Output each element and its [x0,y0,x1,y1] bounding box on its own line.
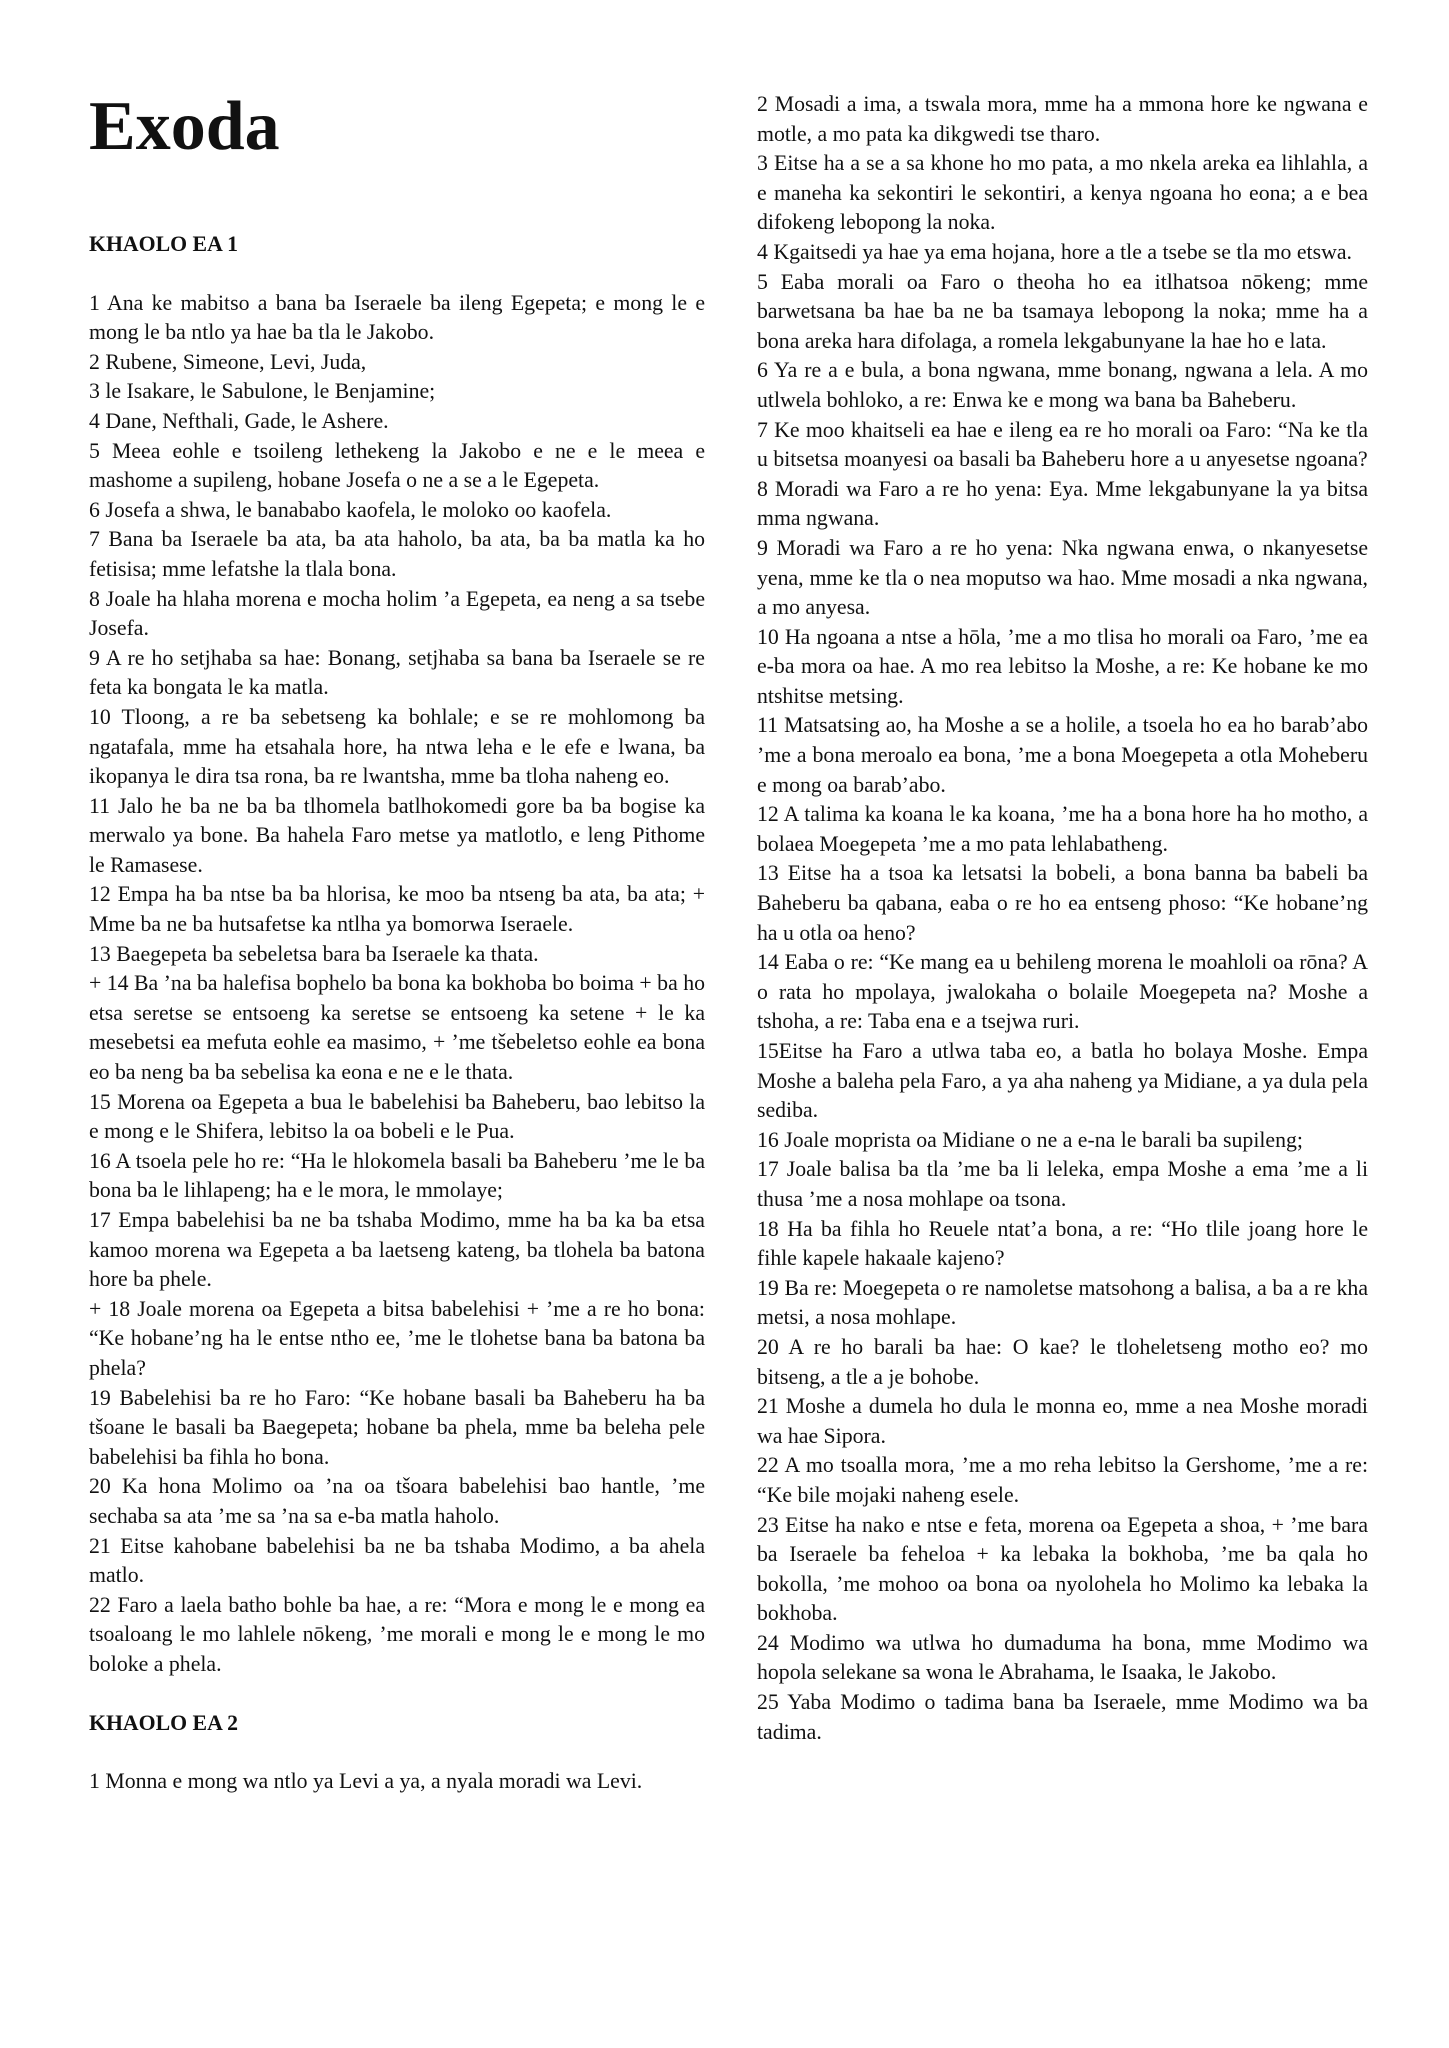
verse-paragraph: 4 Dane, Nefthali, Gade, le Ashere. [89,408,389,433]
verse-paragraph: 19 Ba re: Moegepeta o re namoletse matsohong a balisa, a ba a re kha metsi, a nosa mohlape. [757,1275,1368,1330]
verse-paragraph: 12 A talima ka koana le ka koana, ’me ha a bona hore ha ho motho, a bolaea Moegepeta ’me a mo pata lehlabatheng. [757,802,1368,856]
document-title: Exoda [89,88,280,165]
verse-paragraph: 16 A tsoela pele ho re: “Ha le hlokomela basali ba Baheberu ’me le ba bona ba le lihlapeng; ha e le mora, le mmolaye; [89,1148,705,1203]
verse-paragraph: 13 Baegepeta ba sebeletsa bara ba Iseraele ka thata. [89,941,539,966]
verse-paragraph: 2 Rubene, Simeone, Levi, Juda, [89,349,367,374]
verse-paragraph: 3 le Isakare, le Sabulone, le Benjamine; [89,379,436,404]
verse-paragraph: + 18 Joale morena oa Egepeta a bitsa babelehisi + ’me a re ho bona: “Ke hobane’ng ha le entse ntho ee, ’me le tlohetse bana ba batona ba phela? [89,1296,705,1380]
verse-paragraph: 8 Joale ha hlaha morena e mocha holim ’a Egepeta, ea neng a sa tsebe Josefa. [89,586,705,641]
verse-paragraph: 13 Eitse ha a tsoa ka letsatsi la bobeli, a bona banna ba babeli ba Baheberu ba qabana, eaba o re ho ea entseng phoso: “Ke hobane’ng ha u otla oa heno? [757,861,1368,945]
verse-paragraph: 12 Empa ha ba ntse ba ba hlorisa, ke moo ba ntseng ba ata, ba ata; + Mme ba ne ba hutsafetse ka ntlha ya bomorwa Iseraele. [89,882,705,937]
verse-paragraph: 6 Josefa a shwa, le banababo kaofela, le moloko oo kaofela. [89,497,612,522]
verse-paragraph: 20 Ka hona Molimo oa ’na oa tšoara babelehisi bao hantle, ’me sechaba sa ata ’me sa ’na sa e-ba matla haholo. [89,1474,705,1528]
verse-paragraph: + 14 Ba ’na ba halefisa bophelo ba bona ka bokhoba bo boima + ba ho etsa seretse se entsoeng ka seretse se entsoeng ka setene + le ka mesebetsi ea mefuta eohle ea masimo, + ’me tšebeletso eohle ea bona eo ba neng ba ba sebelisa ka eona e ne e le thata. [89,971,705,1085]
verse-paragraph: 24 Modimo wa utlwa ho dumaduma ha bona, mme Modimo wa hopola selekane sa wona le Abrahama, le Isaaka, le Jakobo. [757,1630,1368,1685]
verse-paragraph: 3 Eitse ha a se a sa khone ho mo pata, a mo nkela areka ea lihlahla, a e maneha ka sekontiri le sekontiri, a kenya ngoana ho eona; a e bea difokeng lebopong la noka. [757,151,1368,235]
verse-paragraph: 9 Moradi wa Faro a re ho yena: Nka ngwana enwa, o nkanyesetse yena, mme ke tla o nea moputso wa hao. Mme mosadi a nka ngwana, a mo anyesa. [757,535,1368,620]
verse-paragraph: 21 Eitse kahobane babelehisi ba ne ba tshaba Modimo, a ba ahela matlo. [89,1533,705,1588]
chapter-heading: KHAOLO EA 1 [89,232,238,256]
verse-paragraph: 4 Kgaitsedi ya hae ya ema hojana, hore a tle a tsebe se tla mo etswa. [757,239,1352,264]
verse-paragraph: 15Eitse ha Faro a utlwa taba eo, a batla ho bolaya Moshe. Empa Moshe a baleha pela Faro, a ya aha naheng ya Midiane, a ya dula pela sediba. [757,1039,1368,1123]
verse-paragraph: 22 A mo tsoalla mora, ’me a mo reha lebitso la Gershome, ’me a re: “Ke bile mojaki naheng esele. [757,1453,1368,1507]
verse-paragraph: 11 Jalo he ba ne ba ba tlhomela batlhokomedi gore ba ba bogise ka merwalo ya bone. Ba hahela Faro metse ya matlotlo, e leng Pithome le Ramasese. [89,793,705,877]
verse-paragraph: 1 Ana ke mabitso a bana ba Iseraele ba ileng Egepeta; e mong le e mong le ba ntlo ya hae ba tla le Jakobo. [89,290,705,345]
verse-paragraph: 18 Ha ba fihla ho Reuele ntat’a bona, a re: “Ho tlile joang hore le fihle kapele hakaale kajeno? [757,1216,1368,1271]
verse-paragraph: 14 Eaba o re: “Ke mang ea u behileng morena le moahloli oa rōna? A o rata ho mpolaya, jwalokaha o bolaile Moegepeta na? Moshe a tshoha, a re: Taba ena e a tsejwa ruri. [757,950,1368,1034]
verse-paragraph: 17 Joale balisa ba tla ’me ba li leleka, empa Moshe a ema ’me a li thusa ’me a nosa mohlape oa tsona. [757,1157,1368,1211]
verse-paragraph: 23 Eitse ha nako e ntse e feta, morena oa Egepeta a shoa, + ’me bara ba Iseraele ba feheloa + ka lebaka la bokhoba, ’me ba qala ho bokolla, ’me mohoo oa bona oa nyolohela ho Molimo ka lebaka la bokhoba. [757,1512,1368,1626]
verse-paragraph: 5 Eaba morali oa Faro o theoha ho ea itlhatsoa nōkeng; mme barwetsana ba hae ba ne ba tsamaya lebopong la noka; mme ha a bona areka hara difolaga, a romela lekgabunyane la hae ho e lata. [757,269,1368,353]
verse-paragraph: 15 Morena oa Egepeta a bua le babelehisi ba Baheberu, bao lebitso la e mong e le Shifera, lebitso la oa bobeli e le Pua. [89,1089,705,1144]
left-column [89,230,705,1797]
verse-paragraph: 19 Babelehisi ba re ho Faro: “Ke hobane basali ba Baheberu ha ba tšoane le basali ba Baegepeta; hobane ba phela, mme ba beleha pele babelehisi ba fihla ho bona. [89,1385,705,1469]
right-column [757,90,1368,1747]
verse-paragraph: 1 Monna e mong wa ntlo ya Levi a ya, a nyala moradi wa Levi. [89,1769,643,1794]
verse-paragraph: 21 Moshe a dumela ho dula le monna eo, mme a nea Moshe moradi wa hae Sipora. [757,1394,1368,1448]
verse-paragraph: 22 Faro a laela batho bohle ba hae, a re: “Mora e mong le e mong ea tsoaloang le mo lahlele nōkeng, ’me morali e mong le e mong le mo boloke a phela. [89,1592,705,1676]
verse-paragraph: 2 Mosadi a ima, a tswala mora, mme ha a mmona hore ke ngwana e motle, a mo pata ka dikgwedi tse tharo. [757,92,1368,146]
verse-paragraph: 7 Ke moo khaitseli ea hae e ileng ea re ho morali oa Faro: “Na ke tla u bitsetsa moanyesi oa basali ba Baheberu hore a u anyesetse ngoana? [757,417,1368,472]
verse-paragraph: 11 Matsatsing ao, ha Moshe a se a holile, a tsoela ho ea ho barab’abo ’me a bona meroalo ea bona, ’me a bona Moegepeta a otla Moheberu e mong oa barab’abo. [757,713,1368,797]
verse-paragraph: 8 Moradi wa Faro a re ho yena: Eya. Mme lekgabunyane la ya bitsa mma ngwana. [757,476,1368,531]
verse-paragraph: 6 Ya re a e bula, a bona ngwana, mme bonang, ngwana a lela. A mo utlwela bohloko, a re: Enwa ke e mong wa bana ba Baheberu. [757,358,1368,412]
verse-paragraph: 7 Bana ba Iseraele ba ata, ba ata haholo, ba ata, ba ba matla ka ho fetisisa; mme lefatshe la tlala bona. [89,527,705,581]
verse-paragraph: 16 Joale moprista oa Midiane o ne a e-na le barali ba supileng; [757,1127,1303,1152]
verse-paragraph: 5 Meea eohle e tsoileng lethekeng la Jakobo e ne e le meea e mashome a supileng, hobane Josefa o ne a se a le Egepeta. [89,438,705,493]
verse-paragraph: 20 A re ho barali ba hae: O kae? le tloheletseng motho eo? mo bitseng, a tle a je bohobe. [757,1334,1368,1389]
verse-paragraph: 17 Empa babelehisi ba ne ba tshaba Modimo, mme ha ba ka ba etsa kamoo morena wa Egepeta a ba laetseng kateng, ba tlohela ba batona hore ba phele. [89,1208,705,1292]
verse-paragraph: 10 Tloong, a re ba sebetseng ka bohlale; e se re mohlomong ba ngatafala, mme ha etsahala hore, ha ntwa leha e le efe e lwana, ba ikopanya le dira tsa rona, ba re lwantsha, mme ba tloha naheng eo. [89,704,705,789]
chapter-heading: KHAOLO EA 2 [89,1710,238,1735]
verse-paragraph: 9 A re ho setjhaba sa hae: Bonang, setjhaba sa bana ba Iseraele se re feta ka bongata le ka matla. [89,645,705,700]
verse-paragraph: 10 Ha ngoana a ntse a hōla, ’me a mo tlisa ho morali oa Faro, ’me ea e-ba mora oa hae. A mo rea lebitso la Moshe, a re: Ke hobane ke mo ntshitse metsing. [757,624,1368,708]
verse-paragraph: 25 Yaba Modimo o tadima bana ba Iseraele, mme Modimo wa ba tadima. [757,1690,1368,1744]
